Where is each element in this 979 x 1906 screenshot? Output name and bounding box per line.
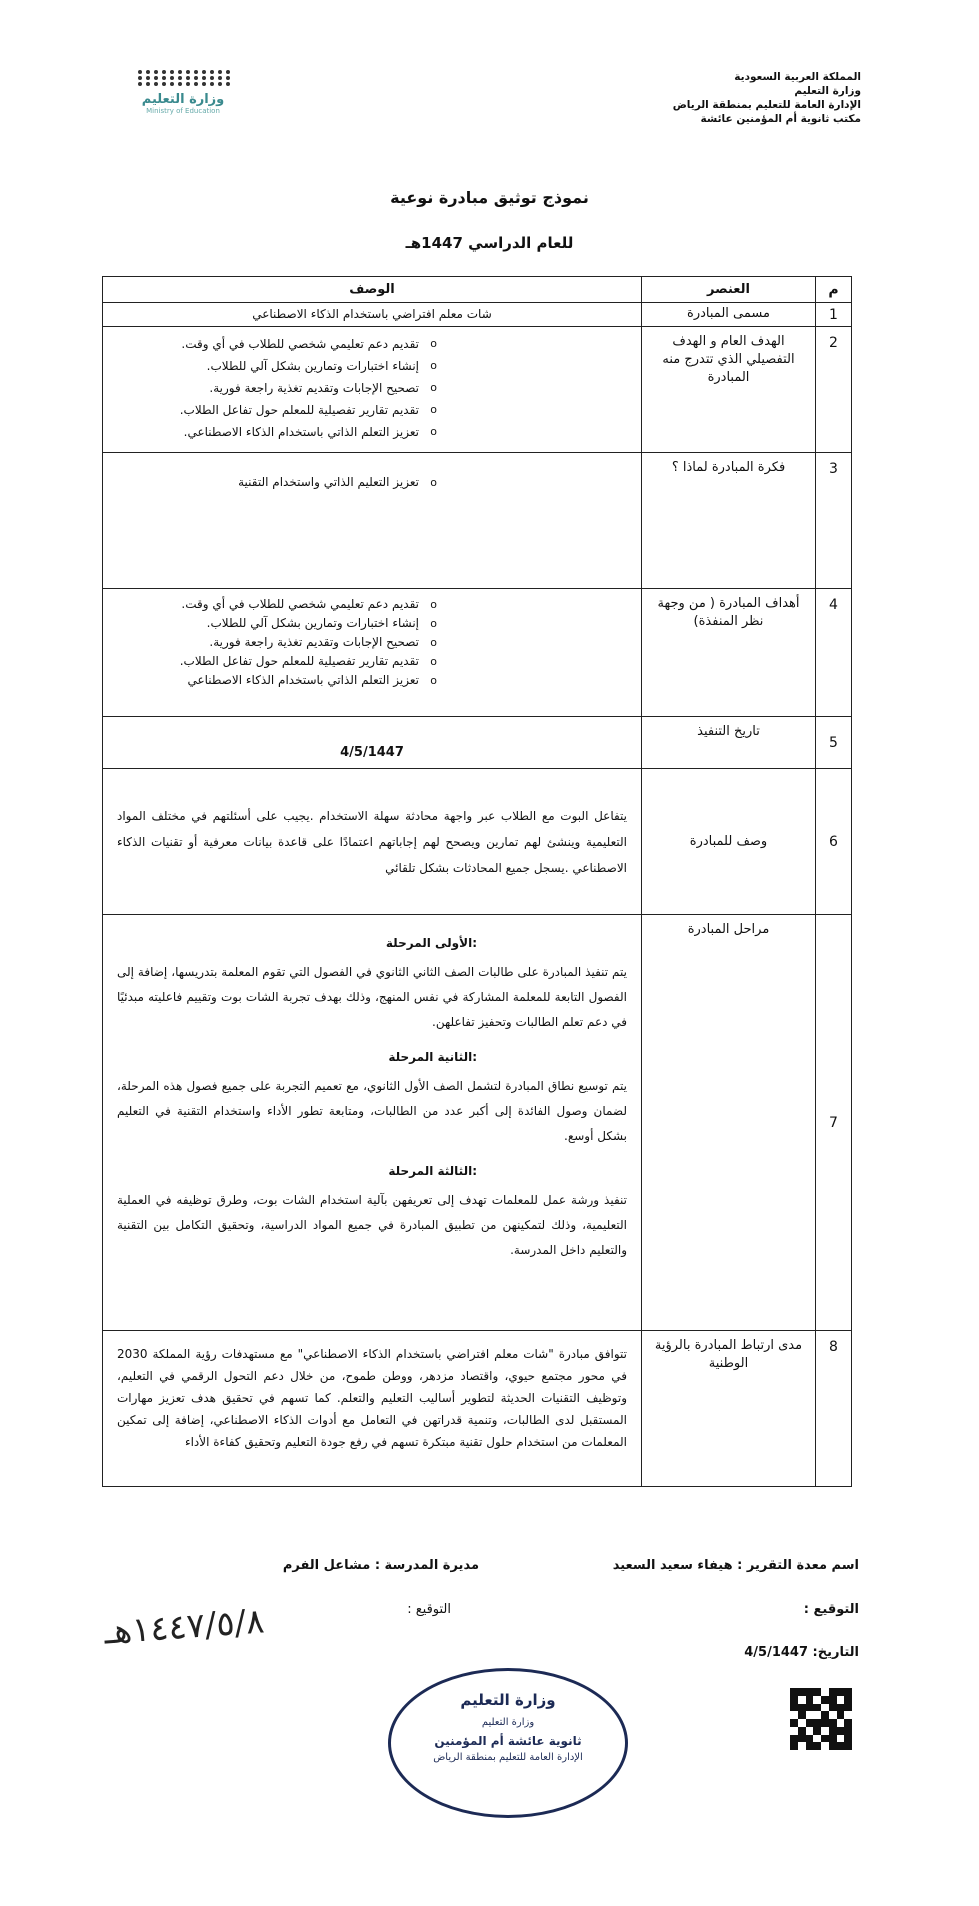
signature-label: التوقيع : [803, 1602, 859, 1617]
handwritten-date-signature: ١٤٤٧/٥/٨هـ [102, 1601, 266, 1653]
phase-title: :الثالثة المرحلة [388, 1164, 477, 1178]
academic-year: للعام الدراسي 1447هـ [405, 234, 574, 252]
row-element: الهدف العام و الهدف التفصيلي الذي تتدرج منه المبادرة [642, 327, 816, 453]
page-title: نموذج توثيق مبادرة نوعية [390, 188, 589, 207]
phase-text: يتم توسيع نطاق المبادرة لتشمل الصف الأول الثانوي، مع تعميم التجربة على جميع فصول هذه المرحلة، لضمان وصول الفائدة إلى أكبر عدد من الطالبات، ومتابعة تطور الأداء واستخدام التقنية في التعليم بشكل أوسع. [117, 1079, 627, 1143]
logo-name: وزارة التعليم [141, 92, 225, 107]
table-row [103, 1331, 852, 1487]
header-desc: الوصف [103, 277, 642, 303]
phase-text: تنفيذ ورشة عمل للمعلمات تهدف إلى تعريفهن بآلية استخدام الشات بوت، وطرق توظيفه في العملية التعليمية، وذلك لتمكينهن من تطبيق المبادرة في جميع المواد الدراسية، وتحقيق التكامل بين التقنية والتعليم داخل المدرسة. [117, 1193, 627, 1257]
logo-subtitle: Ministry of Education [146, 107, 220, 115]
list-item: o تعزيز التعلم الذاتي باستخدام الذكاء الاصطناعي. [117, 421, 437, 443]
list-item: o إنشاء اختبارات وتمارين بشكل آلي للطلاب. [117, 355, 437, 377]
row-element: تاريخ التنفيذ [642, 717, 816, 769]
row-desc [103, 589, 642, 717]
row-num: 8 [816, 1331, 852, 1487]
header-line: الإدارة العامة للتعليم بمنطقة الرياض [672, 99, 861, 111]
row-element: وصف للمبادرة [642, 769, 816, 915]
header-line: مكتب ثانوية أم المؤمنين عائشة [700, 113, 861, 125]
row-desc [103, 327, 642, 453]
row-num: 2 [816, 327, 852, 453]
row-num: 4 [816, 589, 852, 717]
phase-title: :الأولى المرحلة [385, 936, 477, 950]
signature-label: التوقيع : [407, 1602, 451, 1617]
table-row [103, 769, 852, 915]
list-item: o تقديم دعم تعليمي شخصي للطلاب في أي وقت. [117, 333, 437, 355]
list-item: o تعزيز التعليم الذاتي واستخدام التقنية [117, 473, 437, 492]
row-element: مسمى المبادرة [642, 303, 816, 327]
stamp-ministry: وزارة التعليم [460, 1691, 556, 1709]
table-header-row [103, 277, 852, 303]
header-line: وزارة التعليم [794, 85, 861, 97]
row-num: 1 [816, 303, 852, 327]
list-item: o تقديم تقارير تفصيلية للمعلم حول تفاعل الطلاب. [117, 652, 437, 671]
row-element: فكرة المبادرة لماذا ؟ [642, 453, 816, 589]
list-item: o تصحيح الإجابات وتقديم تغذية راجعة فورية. [117, 377, 437, 399]
row-num: 7 [816, 915, 852, 1331]
header-element: العنصر [642, 277, 816, 303]
row-desc: شات معلم افتراضي باستخدام الذكاء الاصطناعي [103, 303, 642, 327]
header-num: م [816, 277, 852, 303]
logo-dots-icon [128, 70, 238, 86]
stamp-department: الإدارة العامة للتعليم بمنطقة الرياض [433, 1752, 583, 1763]
stamp-school: ثانوية عائشة أم المؤمنين [434, 1734, 582, 1748]
phase-title: :الثانية المرحلة [388, 1050, 477, 1064]
table-row [103, 303, 852, 327]
school-stamp [388, 1668, 628, 1818]
table-row [103, 453, 852, 589]
principal-name: مديرة المدرسة : مشاعل الفرم [282, 1558, 479, 1573]
table-row [103, 915, 852, 1331]
row-element: مراحل المبادرة [642, 915, 816, 1331]
stamp-ministry-small: وزارة التعليم [481, 1717, 535, 1728]
qr-code-icon [790, 1688, 852, 1750]
phase-text: يتم تنفيذ المبادرة على طالبات الصف الثاني الثانوي في الفصول التي تقوم المعلمة بتدريسها، إضافة إلى الفصول التابعة للمعلمة المشاركة في نفس المنهج، وذلك بهدف تجربة الشات بوت وتقييم فاعليته مبدئيًا في دعم تعلم الطالبات وتحفيز تفاعلهن. [117, 965, 627, 1029]
report-date: التاريخ: 4/5/1447 [744, 1645, 859, 1660]
list-item: o تصحيح الإجابات وتقديم تغذية راجعة فورية. [117, 633, 437, 652]
table-row [103, 327, 852, 453]
row-desc: 4/5/1447 [103, 717, 642, 769]
row-desc [103, 915, 642, 1331]
row-element: مدى ارتباط المبادرة بالرؤية الوطنية [642, 1331, 816, 1487]
row-num: 5 [816, 717, 852, 769]
row-num: 6 [816, 769, 852, 915]
row-num: 3 [816, 453, 852, 589]
initiative-table [102, 276, 852, 1487]
list-item: o إنشاء اختبارات وتمارين بشكل آلي للطلاب. [117, 614, 437, 633]
table-row [103, 589, 852, 717]
table-row [103, 717, 852, 769]
ministry-header [631, 70, 861, 126]
list-item: o تعزيز التعلم الذاتي باستخدام الذكاء الاصطناعي [117, 671, 437, 690]
list-item: o تقديم تقارير تفصيلية للمعلم حول تفاعل الطلاب. [117, 399, 437, 421]
list-item: o تقديم دعم تعليمي شخصي للطلاب في أي وقت. [117, 595, 437, 614]
ministry-logo [128, 70, 238, 115]
preparer-name: اسم معدة التقرير : هيفاء سعيد السعيد [612, 1558, 859, 1573]
header-line: المملكة العربية السعودية [734, 71, 861, 83]
row-desc [103, 453, 642, 589]
row-element: أهداف المبادرة ( من وجهة نظر المنفذة) [642, 589, 816, 717]
row-desc: تتوافق مبادرة "شات معلم افتراضي باستخدام الذكاء الاصطناعي" مع مستهدفات رؤية المملكة 2030 في محور مجتمع حيوي، واقتصاد مزدهر، ووطن طموح، من خلال دعم التحول الرقمي في التعليم، وتوظيف التقنيات الحديثة لتطوير أساليب التعليم والتعلم. كما تسهم في تحقيق هدف تعزيز مهارات المستقبل لدى الطالبات، وتنمية قدراتهن في التعامل مع أدوات الذكاء الاصطناعي، إضافة إلى تمكين المعلمات من استخدام حلول تقنية مبتكرة تسهم في رفع جودة التعليم وتحقيق كفاءة الأداء [103, 1331, 642, 1487]
row-desc: يتفاعل البوت مع الطلاب عبر واجهة محادثة سهلة الاستخدام .يجيب على أسئلتهم في مختلف المواد التعليمية وينشئ لهم تمارين ويصحح لهم إجاباتهم اعتمادًا على قاعدة بيانات معرفية أو تقنيات الذكاء الاصطناعي .يسجل جميع المحادثات بشكل تلقائي [103, 769, 642, 915]
